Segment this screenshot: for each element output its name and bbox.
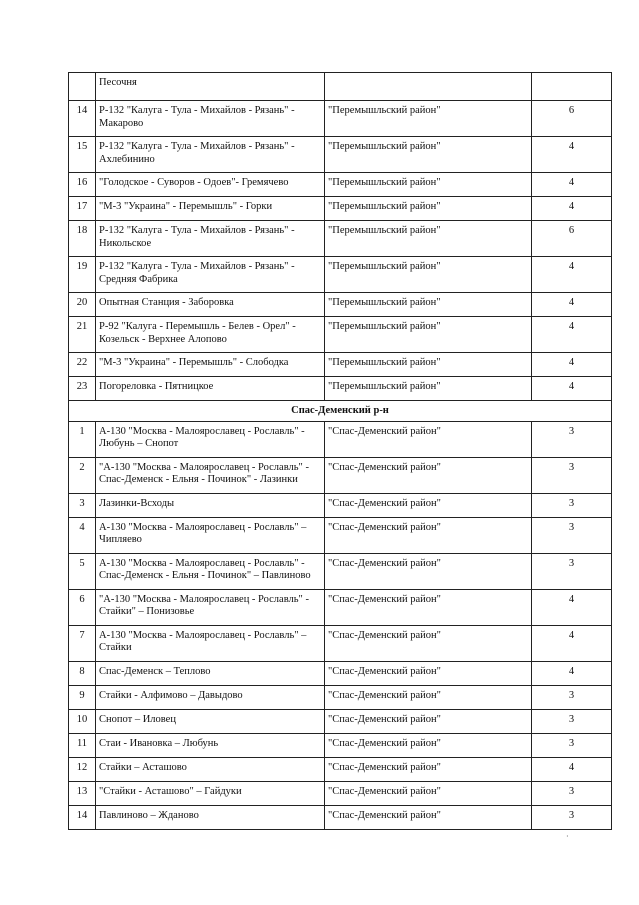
section-header-body (69, 401, 612, 422)
row-number: 17 (69, 197, 96, 221)
row-number: 16 (69, 173, 96, 197)
road-class: 6 (532, 101, 612, 137)
road-name: Лазинки-Всходы (96, 493, 325, 517)
road-class: 3 (532, 733, 612, 757)
road-name: Песочня (96, 73, 325, 101)
road-owner: "Спас-Деменский район" (325, 493, 532, 517)
road-class: 4 (532, 317, 612, 353)
road-name: "А-130 "Москва - Малоярославец - Рославль" - Спас-Деменск - Ельня - Починок" - Лазинки (96, 457, 325, 493)
road-owner: "Перемышльский район" (325, 257, 532, 293)
road-class: 4 (532, 293, 612, 317)
road-owner: "Спас-Деменский район" (325, 421, 532, 457)
table-row (69, 757, 612, 781)
road-owner: "Спас-Деменский район" (325, 589, 532, 625)
table-row (69, 197, 612, 221)
road-class: 4 (532, 661, 612, 685)
road-owner: "Спас-Деменский район" (325, 733, 532, 757)
road-name: "М-3 "Украина" - Перемышль" - Горки (96, 197, 325, 221)
row-number: 22 (69, 353, 96, 377)
road-owner: "Спас-Деменский район" (325, 757, 532, 781)
table-row (69, 293, 612, 317)
road-owner: "Перемышльский район" (325, 197, 532, 221)
table-row (69, 377, 612, 401)
road-owner: "Спас-Деменский район" (325, 661, 532, 685)
row-number: 4 (69, 517, 96, 553)
road-owner: "Перемышльский район" (325, 173, 532, 197)
road-class: 3 (532, 805, 612, 829)
row-number: 1 (69, 421, 96, 457)
road-class: 4 (532, 173, 612, 197)
road-name: Погореловка - Пятницкое (96, 377, 325, 401)
road-class: 4 (532, 353, 612, 377)
road-class: 3 (532, 457, 612, 493)
road-class: 4 (532, 589, 612, 625)
table-row (69, 101, 612, 137)
row-number: 20 (69, 293, 96, 317)
table-row (69, 733, 612, 757)
road-name: Стайки - Алфимово – Давыдово (96, 685, 325, 709)
table-row (69, 317, 612, 353)
table-row (69, 685, 612, 709)
road-name: "Стайки - Асташово" – Гайдуки (96, 781, 325, 805)
road-class: 4 (532, 257, 612, 293)
row-number: 8 (69, 661, 96, 685)
road-owner: "Спас-Деменский район" (325, 457, 532, 493)
row-number: 21 (69, 317, 96, 353)
table-row (69, 625, 612, 661)
road-name: А-130 "Москва - Малоярославец - Рославль" - Любунь – Снопот (96, 421, 325, 457)
road-owner: "Спас-Деменский район" (325, 805, 532, 829)
road-class: 4 (532, 377, 612, 401)
road-class: 4 (532, 137, 612, 173)
table-row (69, 221, 612, 257)
road-class: 6 (532, 221, 612, 257)
table-row (69, 457, 612, 493)
road-name: Р-132 "Калуга - Тула - Михайлов - Рязань" - Средняя Фабрика (96, 257, 325, 293)
road-name: Стайки – Асташово (96, 757, 325, 781)
table-row (69, 517, 612, 553)
road-class: 4 (532, 757, 612, 781)
table-row (69, 589, 612, 625)
road-owner: "Спас-Деменский район" (325, 685, 532, 709)
road-name: Р-132 "Калуга - Тула - Михайлов - Рязань" - Макарово (96, 101, 325, 137)
row-number: 11 (69, 733, 96, 757)
road-name: Р-132 "Калуга - Тула - Михайлов - Рязань" - Ахлебинино (96, 137, 325, 173)
row-number: 3 (69, 493, 96, 517)
perem-section-body (69, 73, 612, 401)
road-owner: "Спас-Деменский район" (325, 781, 532, 805)
row-number: 13 (69, 781, 96, 805)
road-class: 3 (532, 553, 612, 589)
table-row (69, 781, 612, 805)
road-name: Р-132 "Калуга - Тула - Михайлов - Рязань" - Никольское (96, 221, 325, 257)
row-number: 23 (69, 377, 96, 401)
road-owner: "Перемышльский район" (325, 137, 532, 173)
road-name: "М-3 "Украина" - Перемышль" - Слободка (96, 353, 325, 377)
road-name: Стаи - Ивановка – Любунь (96, 733, 325, 757)
road-class: 4 (532, 197, 612, 221)
row-number: 12 (69, 757, 96, 781)
table-row (69, 709, 612, 733)
road-class: 3 (532, 493, 612, 517)
road-class (532, 73, 612, 101)
row-number: 6 (69, 589, 96, 625)
table-row (69, 661, 612, 685)
table-row (69, 173, 612, 197)
table-row (69, 553, 612, 589)
table-row (69, 73, 612, 101)
road-name: Р-92 "Калуга - Перемышль - Белев - Орел" - Козельск - Верхнее Алопово (96, 317, 325, 353)
road-name: Снопот – Иловец (96, 709, 325, 733)
road-owner: "Перемышльский район" (325, 353, 532, 377)
section-row (69, 401, 612, 422)
row-number: 14 (69, 101, 96, 137)
road-class: 3 (532, 781, 612, 805)
row-number: 14 (69, 805, 96, 829)
row-number: 5 (69, 553, 96, 589)
table-row (69, 493, 612, 517)
roads-table (68, 72, 612, 830)
spas-section-body (69, 421, 612, 829)
road-name: Опытная Станция - Заборовка (96, 293, 325, 317)
row-number: 7 (69, 625, 96, 661)
road-name: А-130 "Москва - Малоярославец - Рославль" – Чипляево (96, 517, 325, 553)
road-owner: "Перемышльский район" (325, 293, 532, 317)
road-owner: "Спас-Деменский район" (325, 553, 532, 589)
road-owner (325, 73, 532, 101)
road-class: 3 (532, 421, 612, 457)
row-number: 2 (69, 457, 96, 493)
table-row (69, 257, 612, 293)
road-owner: "Спас-Деменский район" (325, 517, 532, 553)
road-name: "А-130 "Москва - Малоярославец - Рославль" - Стайки" – Понизовье (96, 589, 325, 625)
road-owner: "Перемышльский район" (325, 221, 532, 257)
row-number: 18 (69, 221, 96, 257)
road-class: 3 (532, 709, 612, 733)
table-row (69, 353, 612, 377)
row-number: 10 (69, 709, 96, 733)
road-owner: "Спас-Деменский район" (325, 625, 532, 661)
road-name: Павлиново – Жданово (96, 805, 325, 829)
section-title: Спас-Деменский р-н (69, 401, 612, 422)
table-row (69, 805, 612, 829)
road-owner: "Спас-Деменский район" (325, 709, 532, 733)
footer-mark: · (566, 832, 569, 841)
road-class: 3 (532, 517, 612, 553)
road-owner: "Перемышльский район" (325, 317, 532, 353)
row-number: 15 (69, 137, 96, 173)
road-name: Спас-Деменск – Теплово (96, 661, 325, 685)
table-row (69, 137, 612, 173)
row-number: 19 (69, 257, 96, 293)
row-number: 9 (69, 685, 96, 709)
road-class: 4 (532, 625, 612, 661)
road-class: 3 (532, 685, 612, 709)
road-name: "Голодское - Суворов - Одоев"- Гремячево (96, 173, 325, 197)
road-name: А-130 "Москва - Малоярославец - Рославль" – Стайки (96, 625, 325, 661)
road-owner: "Перемышльский район" (325, 377, 532, 401)
road-owner: "Перемышльский район" (325, 101, 532, 137)
road-name: А-130 "Москва - Малоярославец - Рославль" - Спас-Деменск - Ельня - Починок" – Павлиново (96, 553, 325, 589)
table-row (69, 421, 612, 457)
row-number (69, 73, 96, 101)
